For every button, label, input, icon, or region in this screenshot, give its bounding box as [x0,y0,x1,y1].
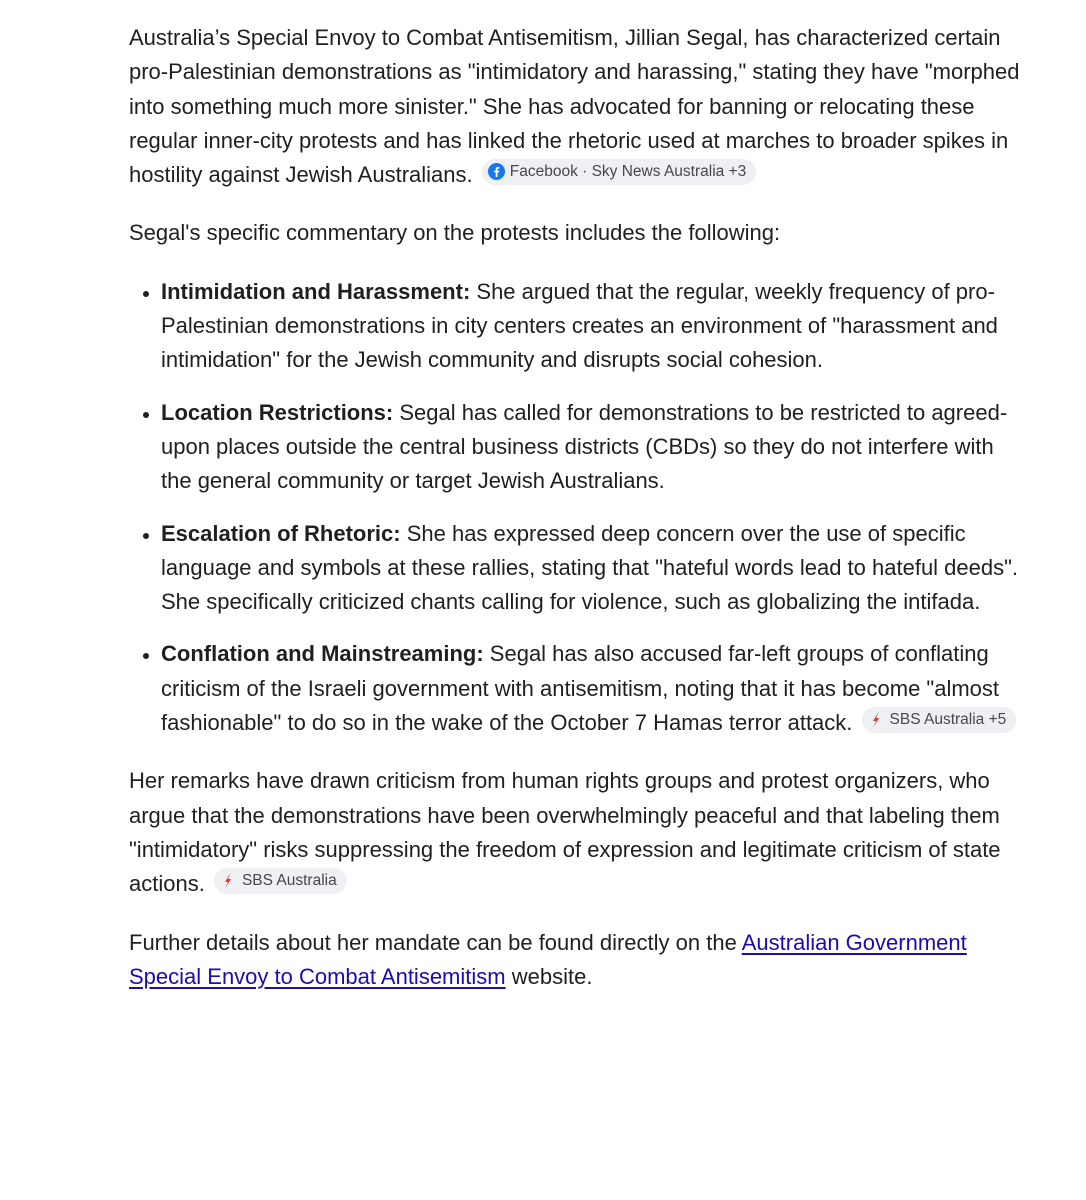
source-chip-label: SBS Australia +5 [889,710,1007,728]
list-item [161,396,1029,499]
source-chip-sbs[interactable] [862,707,1017,733]
facebook-icon [488,163,505,180]
list-item-text: Segal has also accused far-left groups of conflating criticism of the Israeli government with antisemitism, noting that it has become "almost fashionable" to do so in the wake of the October 7 Hamas terror attack. [161,641,1000,736]
lead-paragraph: Segal's specific commentary on the protests includes the following: [129,220,781,246]
further-text-after: website. [505,963,593,989]
commentary-list [129,275,1029,741]
remarks-paragraph [129,764,1029,901]
list-item-title: Escalation of Rhetoric: [161,520,401,546]
intro-paragraph [129,21,1029,192]
sbs-logo-icon [220,872,237,889]
list-item [161,517,1029,620]
list-item-text: She argued that the regular, weekly frequency of pro-Palestinian demonstrations in city centers creates an environment of "harassment and intimidation" for the Jewish community and disrupts social cohesion. [161,278,998,373]
envoy-website-link[interactable]: Australian Government Special Envoy to Combat Antisemitism [129,929,967,989]
source-chip-label: SBS Australia [241,871,337,889]
further-text-before: Further details about her mandate can be found directly on the [129,929,742,955]
list-item-text: She has expressed deep concern over the use of specific language and symbols at these rallies, stating that "hateful words lead to hateful deeds". She specifically criticized chants calling for violence, such as globalizing the intifada. [161,520,1019,615]
remarks-text: Her remarks have drawn criticism from human rights groups and protest organizers, who argue that the demonstrations have been overwhelmingly peaceful and that labeling them "intimidatory" risks suppressing the freedom of expression and legitimate criticism of state actions. [129,768,1001,897]
response-content [129,21,1029,1018]
source-chip-sbs[interactable] [214,868,347,894]
list-item-title: Intimidation and Harassment: [161,278,471,304]
list-item-title: Conflation and Mainstreaming: [161,641,484,667]
list-item [161,637,1029,740]
source-chip-label: Facebook · Sky News Australia +3 [509,162,747,180]
sbs-logo-icon [868,711,885,728]
list-item-text: Segal has called for demonstrations to be restricted to agreed-upon places outside the central business districts (CBDs) so they do not interfere with the general community or target Jewish Australians. [161,399,1008,494]
list-item-title: Location Restrictions: [161,399,394,425]
intro-text: Australia’s Special Envoy to Combat Antisemitism, Jillian Segal, has characterized certain pro-Palestinian demonstrations as "intimidatory and harassing," stating they have "morphed into something much more sinister." She has advocated for banning or relocating these regular inner-city protests and has linked the rhetoric used at marches to broader spikes in hostility against Jewish Australians. [129,25,1020,188]
list-item [161,275,1029,378]
source-chip-facebook[interactable] [482,159,756,185]
further-details-paragraph [129,926,1029,995]
